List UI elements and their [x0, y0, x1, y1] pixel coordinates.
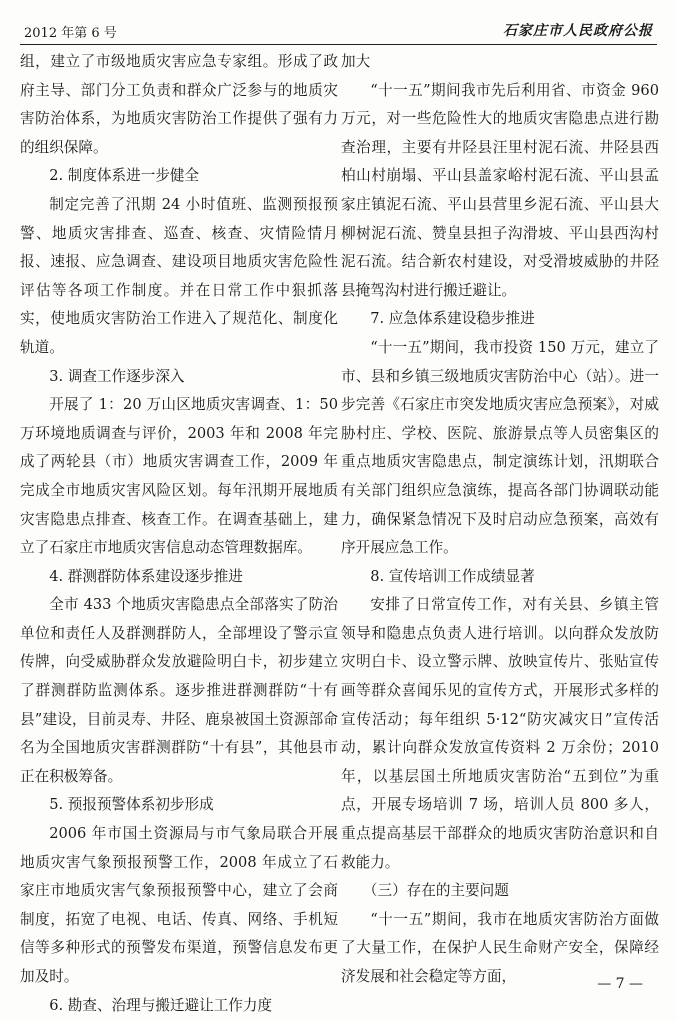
- left-column: [20, 48, 338, 1020]
- section-heading: 7. 应急体系建设稳步推进: [370, 310, 535, 328]
- paragraph: “十一五”期间，我市投资 150 万元，建立了市、县和乡镇三级地质灾害防治中心（站）。进一步完善《石家庄市突发地质灾害应急预案》，对威胁村庄、学校、医院、旅游景点等人员密集区的重点地质灾害隐患点，制定演练计划，汛期联合有关部门组织应急演练，提高各部门协调联动能力，确保紧急情况下及时启动应急预案，高效有序开展应急工作。: [341, 338, 659, 557]
- publication-title: 石家庄市人民政府公报: [503, 23, 653, 39]
- paragraph: “十一五”期间我市先后利用省、市资金 960 万元，对一些危险性大的地质灾害隐患点进行勘查治理，主要有井陉县汪里村泥石流、井陉县西柏山村崩塌、平山县盖家峪村泥石流、平山县孟家庄镇泥石流、平山县营里乡泥石流、平山县大柳树泥石流、赞皇县担子沟滑坡、平山县西沟村泥石流。结合新农村建设，对受滑坡威胁的井陉县掩驾沟村进行搬迁避让。: [341, 81, 659, 299]
- page-header: [20, 14, 657, 45]
- section-heading: （三）存在的主要问题: [362, 882, 509, 900]
- page-number: — 7 —: [597, 976, 643, 992]
- section-heading: 8. 宣传培训工作成绩显著: [370, 567, 535, 585]
- section-heading: 5. 预报预警体系初步形成: [49, 796, 214, 814]
- section-heading: 4. 群测群防体系建设逐步推进: [49, 567, 243, 585]
- paragraph: 2006 年市国土资源局与市气象局联合开展地质灾害气象预报预警工作，2008 年成立了石家庄市地质灾害气象预报预警中心，建立了会商制度，拓宽了电视、电话、传真、网络、手机短信等多种形式的预警发布渠道，预警信息发布更加及时。: [20, 825, 338, 985]
- section-heading: 3. 调查工作逐步深入: [49, 367, 185, 385]
- paragraph: 安排了日常宣传工作，对有关县、乡镇主管领导和隐患点负责人进行培训。以向群众发放防灾明白卡、设立警示牌、放映宣传片、张贴宣传画等群众喜闻乐见的宣传方式，开展形式多样的宣传活动；每年组织 5·12“防灾减灾日”宣传活动，累计向群众发放宣传资料 2 万余份；2010 年，以基层国土所地质灾害防治“五到位”为重点，开展专场培训 7 场，培训人员 800 多人，重点提高基层干部群众的地质灾害防治意识和自救能力。: [341, 596, 659, 871]
- paragraph: “十一五”期间，我市在地质灾害防治方面做了大量工作，在保护人民生命财产安全，保障经济发展和社会稳定等方面，: [341, 910, 659, 985]
- section-heading: 2. 制度体系进一步健全: [49, 167, 200, 185]
- right-column: [341, 48, 659, 992]
- paragraph: 加大: [341, 53, 371, 70]
- paragraph: 全市 433 个地质灾害隐患点全部落实了防治单位和责任人及群测群防人，全部埋设了警示宣传牌，向受威胁群众发放避险明白卡，初步建立了群测群防监测体系。逐步推进群测群防“十有县”建设，目前灵寿、井陉、鹿泉被国土资源部命名为全国地质灾害群测群防“十有县”，其他县市正在积极筹备。: [20, 596, 338, 785]
- paragraph: 制定完善了汛期 24 小时值班、监测预报预警、地质灾害排查、巡查、核查、灾情险情月报、速报、应急调查、建设项目地质灾害危险性评估等各项工作制度。并在日常工作中狠抓落实，使地质灾害防治工作进入了规范化、制度化轨道。: [20, 195, 338, 356]
- section-heading: 6. 勘查、治理与搬迁避让工作力度: [49, 996, 273, 1014]
- paragraph: 开展了 1：20 万山区地质灾害调查、1：50万环境地质调查与评价，2003 年和 2008 年完成了两轮县（市）地质灾害调查工作，2009 年完成全市地质灾害风险区划。每年汛期开展地质灾害隐患点排查、核查工作。在调查基础上，建立了石家庄市地质灾害信息动态管理数据库。: [20, 396, 338, 557]
- issue-label: 2012 年第 6 号: [24, 26, 117, 41]
- paragraph: 组，建立了市级地质灾害应急专家组。形成了政府主导、部门分工负责和群众广泛参与的地质灾害防治体系，为地质灾害防治工作提供了强有力的组织保障。: [20, 53, 338, 156]
